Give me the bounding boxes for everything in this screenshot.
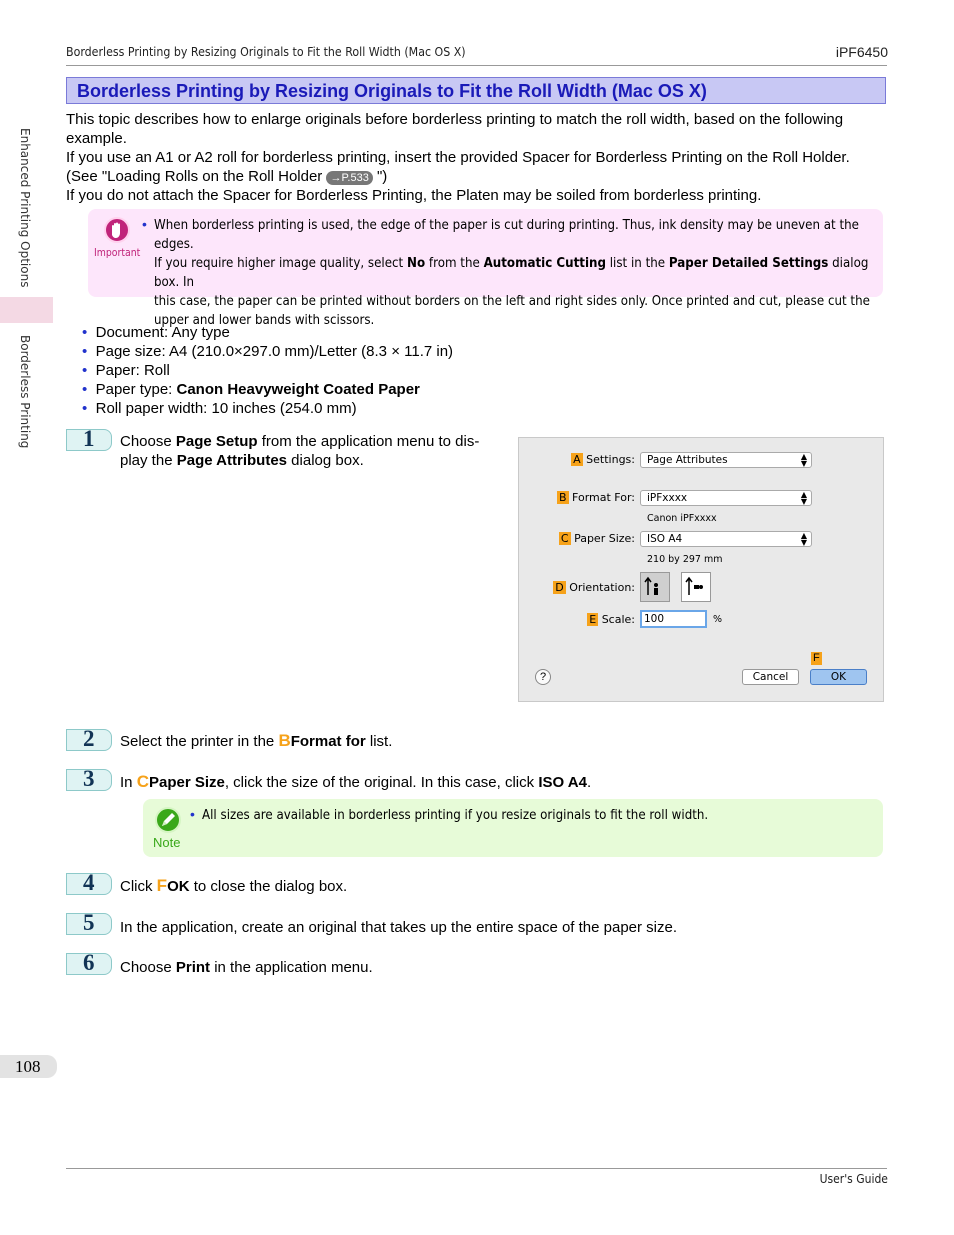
step-6-text	[120, 958, 373, 977]
text-fragment: In	[120, 774, 137, 791]
callout-b: B	[558, 491, 567, 504]
important-label: Important	[94, 246, 141, 259]
section-title-bar	[66, 77, 886, 104]
paper-size-value: ISO A4	[647, 533, 683, 545]
up-down-arrows-icon: ▲ ▼	[800, 531, 807, 547]
pencil-icon	[155, 807, 181, 833]
text-fragment: Format for	[290, 733, 366, 750]
header-divider	[66, 65, 887, 66]
settings-select[interactable]	[640, 452, 812, 468]
text-fragment: dialog box.	[287, 452, 364, 469]
note-text: All sizes are available in borderless printing if you resize originals to fit the roll width.	[202, 807, 709, 823]
text-fragment: Print	[175, 959, 211, 976]
text-fragment: from the application menu to dis-	[257, 433, 480, 450]
step-line	[120, 432, 505, 451]
intro-line: If you do not attach the Spacer for Borderless Printing, the Platen may be soiled from borderless printing.	[66, 187, 762, 204]
text-fragment: Page Setup	[175, 433, 258, 450]
scale-label	[571, 613, 635, 626]
page-link[interactable]: →P.533	[326, 171, 372, 185]
text-fragment: , click the size of the original. In this case, click	[224, 774, 539, 791]
text-fragment: Choose	[120, 959, 176, 976]
step-5-badge	[66, 910, 112, 935]
note-box	[143, 799, 883, 857]
text-fragment: dialog box. In	[154, 255, 869, 290]
paper-size-label-text: Paper Size:	[574, 532, 635, 545]
text-fragment: Paper Size	[148, 774, 225, 791]
step-number: 2	[83, 726, 95, 751]
text-fragment: list in the	[605, 255, 669, 271]
text-fragment: ISO A4	[538, 774, 587, 791]
important-line: this case, the paper can be printed without borders on the left and right sides only. Once printed and cut, please cut the	[154, 293, 870, 309]
text-fragment: .	[586, 774, 592, 791]
text-fragment: Choose	[120, 433, 176, 450]
list-item: • Paper type: Canon Heavyweight Coated Paper	[82, 381, 420, 398]
note-label: Note	[153, 835, 181, 850]
page-number: 108	[15, 1057, 41, 1076]
step-3-badge	[66, 766, 112, 791]
orientation-label-text: Orientation:	[569, 581, 635, 594]
callout-f-ref: F	[156, 876, 168, 895]
page-number-tab	[0, 1055, 57, 1078]
portrait-icon	[641, 573, 669, 601]
paper-size-select[interactable]	[640, 531, 812, 547]
orientation-label	[539, 581, 635, 594]
side-tab-section: Borderless Printing	[18, 335, 32, 449]
format-for-label	[555, 491, 635, 504]
callout-e: E	[589, 613, 597, 626]
landscape-orientation-button[interactable]	[681, 572, 711, 602]
text-fragment: No	[407, 255, 426, 271]
intro-line: example.	[66, 130, 127, 147]
list-item: • Page size: A4 (210.0×297.0 mm)/Letter (8.3 × 11.7 in)	[82, 343, 454, 360]
list-item: • Document: Any type	[82, 324, 230, 341]
step-2-text	[120, 731, 392, 751]
side-tab-chapter: Enhanced Printing Options	[18, 128, 32, 288]
intro-text	[66, 110, 886, 205]
list-item-text: Page size: A4 (210.0×297.0 mm)/Letter (8.3 × 11.7 in)	[95, 343, 454, 360]
step-number: 6	[83, 950, 95, 975]
callout-a: A	[573, 453, 581, 466]
scale-label-text: Scale:	[601, 613, 635, 626]
page-attributes-dialog	[518, 437, 884, 702]
landscape-icon	[682, 573, 710, 601]
scale-input[interactable]	[640, 610, 707, 628]
step-5-text: In the application, create an original that takes up the entire space of the paper size.	[120, 919, 678, 936]
important-line: upper and lower bands with scissors.	[154, 312, 375, 328]
step-number: 4	[83, 870, 95, 895]
hand-stop-icon	[104, 217, 130, 243]
intro-line: This topic describes how to enlarge originals before borderless printing to match the roll width, based on the following	[66, 111, 844, 128]
cancel-button[interactable]: Cancel	[742, 669, 799, 685]
callout-d: D	[555, 581, 564, 594]
important-text	[154, 216, 884, 330]
callout-f: F	[813, 652, 820, 664]
step-6-badge	[66, 950, 112, 975]
text-fragment: Automatic Cutting	[483, 255, 606, 271]
step-line	[120, 451, 505, 470]
text-fragment: in the application menu.	[210, 959, 373, 976]
list-item-text: Canon Heavyweight Coated Paper	[176, 381, 420, 398]
list-item-text: Paper type:	[95, 381, 177, 398]
callout-c-ref: C	[136, 772, 149, 791]
text-fragment: play the	[120, 452, 177, 469]
text-fragment: Click	[120, 878, 157, 895]
list-item-text: Document: Any type	[95, 324, 230, 341]
page-title: Borderless Printing by Resizing Originals to Fit the Roll Width (Mac OS X)	[77, 81, 707, 101]
text-fragment: Select the printer in the	[120, 733, 279, 750]
example-conditions-list	[82, 323, 582, 418]
step-number: 5	[83, 910, 95, 935]
step-number: 1	[83, 426, 95, 451]
format-for-select[interactable]	[640, 490, 812, 506]
step-1-badge	[66, 426, 112, 451]
important-box	[88, 209, 883, 328]
help-button[interactable]: ?	[535, 669, 551, 685]
up-down-arrows-icon: ▲ ▼	[800, 452, 807, 468]
step-3-text	[120, 772, 591, 792]
running-title: Borderless Printing by Resizing Originals to Fit the Roll Width (Mac OS X)	[66, 45, 466, 59]
ok-button[interactable]: OK	[810, 669, 867, 685]
up-down-arrows-icon: ▲ ▼	[800, 490, 807, 506]
portrait-orientation-button[interactable]	[640, 572, 670, 602]
important-line: When borderless printing is used, the edge of the paper is cut during printing. Thus, ink density may be uneven at the edges.	[154, 217, 860, 252]
list-item: • Paper: Roll	[82, 362, 170, 379]
format-for-subtext: Canon iPFxxxx	[647, 513, 717, 524]
intro-fragment: (See "Loading Rolls on the Roll Holder	[66, 168, 327, 185]
format-for-label-text: Format For:	[572, 491, 635, 504]
step-2-badge	[66, 726, 112, 751]
scale-unit: %	[713, 614, 723, 625]
paper-size-label	[555, 532, 635, 545]
bullet-dot: •	[142, 216, 147, 232]
important-line	[154, 254, 884, 292]
paper-size-subtext: 210 by 297 mm	[647, 554, 723, 565]
step-4-badge	[66, 870, 112, 895]
settings-label-text: Settings:	[586, 453, 635, 466]
bullet-dot: •	[190, 806, 195, 822]
callout-b-ref: B	[278, 731, 291, 750]
model-name: iPF6450	[835, 44, 888, 60]
list-item-text: Roll paper width: 10 inches (254.0 mm)	[95, 400, 357, 417]
step-number: 3	[83, 766, 95, 791]
text-fragment: OK	[167, 878, 190, 895]
text-fragment: Page Attributes	[176, 452, 288, 469]
settings-label	[571, 453, 635, 466]
intro-line	[66, 167, 886, 186]
list-item: • Roll paper width: 10 inches (254.0 mm)	[82, 400, 357, 417]
callout-c: C	[560, 532, 569, 545]
intro-fragment: ")	[372, 168, 388, 185]
text-fragment: list.	[365, 733, 393, 750]
guide-name: User's Guide	[819, 1172, 888, 1186]
format-for-value: iPFxxxx	[647, 492, 688, 504]
list-item-text: Paper: Roll	[95, 362, 170, 379]
step-1-text	[120, 432, 505, 470]
text-fragment: Paper Detailed Settings	[668, 255, 829, 271]
text-fragment: If you require higher image quality, select	[154, 255, 407, 271]
side-tab-marker	[0, 297, 53, 323]
intro-line: If you use an A1 or A2 roll for borderless printing, insert the provided Spacer for Borderless Printing on the Roll Holder.	[66, 149, 850, 166]
text-fragment: to close the dialog box.	[189, 878, 348, 895]
step-4-text	[120, 876, 347, 896]
text-fragment: from the	[425, 255, 484, 271]
footer-divider	[66, 1168, 887, 1169]
settings-value: Page Attributes	[647, 454, 728, 466]
